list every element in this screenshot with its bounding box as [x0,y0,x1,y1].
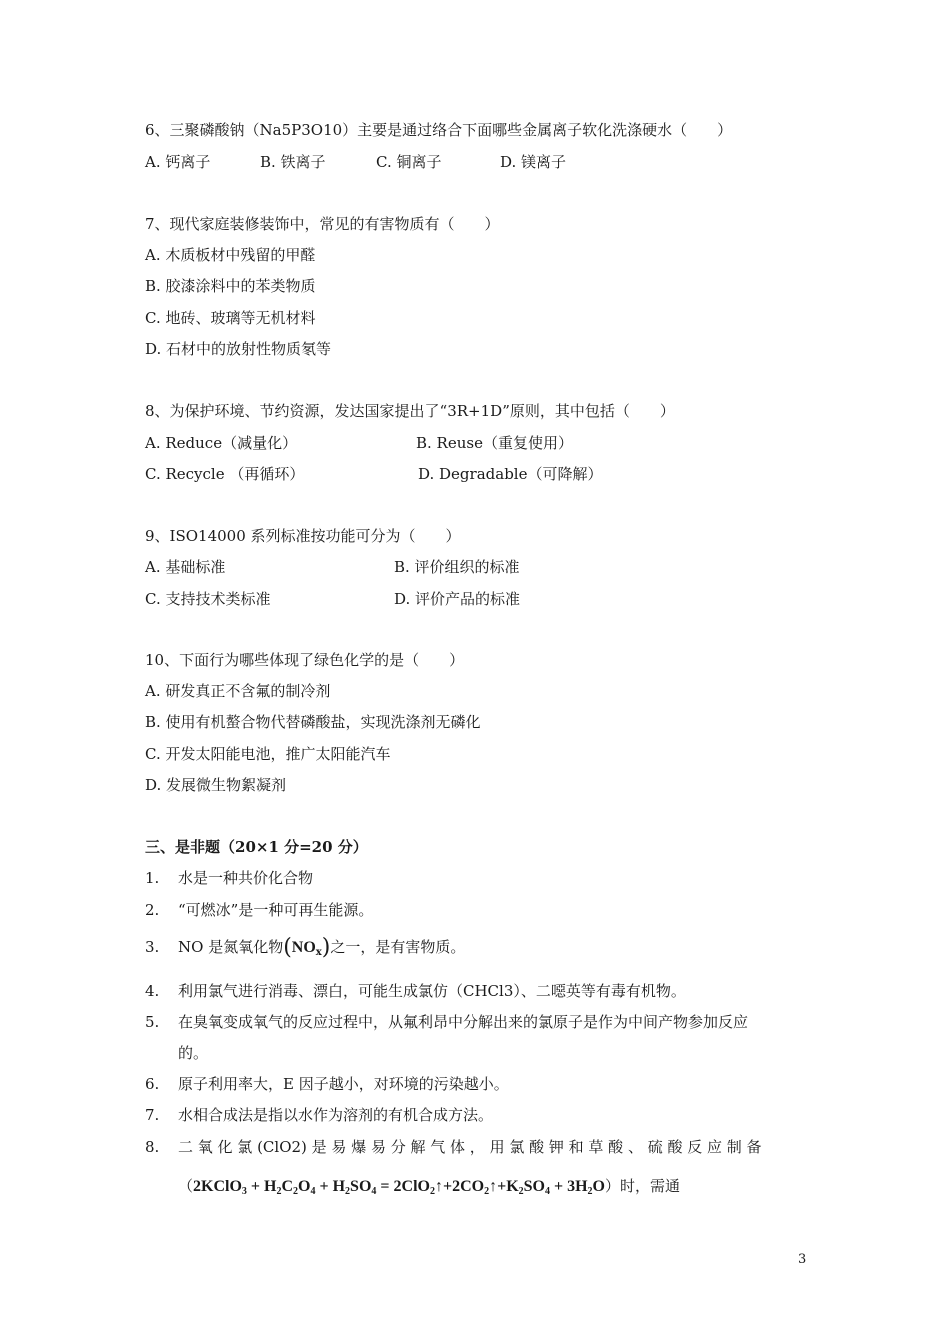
q7-stem: 7、现代家庭装修装饰中，常见的有害物质有（ ） [145,215,500,233]
nox-formula: NO [291,939,316,956]
tf-item-number: 2. [145,901,160,919]
nox-subscript: x [315,947,322,958]
tf-item-text: 水相合成法是指以水作为溶剂的有机合成方法。 [178,1106,494,1124]
tf-item-text: NO 是氮氧化物 [178,938,284,956]
q7-option-b: B. 胶漆涂料中的苯类物质 [145,277,316,295]
formula-open-paren: ( [283,935,292,960]
tf-item-text-after: 之一，是有害物质。 [330,938,466,956]
tf-item-4 [145,981,686,1001]
tf-item-number: 6. [145,1075,160,1093]
q8-stem: 8、为保护环境、节约资源，发达国家提出了“3R+1D”原则，其中包括（ ） [145,402,675,420]
q6-option-c: C. 铜离子 [376,153,442,171]
tf-item-6 [145,1074,509,1094]
tf-item-5 [145,1012,748,1032]
page-number: 3 [798,1252,807,1267]
q8-option-a: A. Reduce（减量化） [145,434,298,452]
q9-option-d: D. 评价产品的标准 [394,590,521,608]
q10-option-c: C. 开发太阳能电池，推广太阳能汽车 [145,745,391,763]
section-title: 三、是非题（20×1 分=20 分） [145,838,368,856]
q7-option-c: C. 地砖、玻璃等无机材料 [145,309,316,327]
tf-item-number: 4. [145,982,160,1000]
q7-option-d: D. 石材中的放射性物质氡等 [145,340,332,358]
q8-option-d: D. Degradable（可降解） [418,465,603,483]
tf-item-number: 5. [145,1013,160,1031]
formula-close-paren: ) [321,935,331,960]
q9-stem: 9、ISO14000 系列标准按功能可分为（ ） [145,527,461,545]
tf-item-text: 在臭氧变成氧气的反应过程中，从氟利昂中分解出来的氯原子是作为中间产物参加反应 [178,1013,749,1031]
tf-item-text: 水是一种共价化合物 [178,869,314,887]
tf-item-number: 7. [145,1106,160,1124]
q9-option-a: A. 基础标准 [145,558,226,576]
q9-option-b: B. 评价组织的标准 [394,558,520,576]
tf-item-3 [145,937,465,963]
tf-item-8 [145,1137,762,1157]
tf-item-text: 利用氯气进行消毒、漂白，可能生成氯仿（CHCl3）、二噁英等有毒有机物。 [178,982,686,1000]
q6-option-d: D. 镁离子 [500,153,567,171]
tf-item-number: 3. [145,938,160,956]
tf-item-text: “可燃冰”是一种可再生能源。 [178,901,374,919]
tf-item-number: 8. [145,1138,160,1156]
tf-item-7 [145,1105,493,1125]
q6-option-a: A. 钙离子 [145,153,211,171]
q10-option-d: D. 发展微生物絮凝剂 [145,776,287,794]
tf-item-2 [145,900,373,920]
q6-stem: 6、三聚磷酸钠（Na5P3O10）主要是通过络合下面哪些金属离子软化洗涤硬水（ ） [145,121,733,139]
tf-item-text: 原子利用率大，E 因子越小，对环境的污染越小。 [178,1075,509,1093]
q10-option-b: B. 使用有机螯合物代替磷酸盐，实现洗涤剂无磷化 [145,713,481,731]
q10-stem: 10、下面行为哪些体现了绿色化学的是（ ） [145,651,465,669]
q6-option-b: B. 铁离子 [260,153,326,171]
tf-item-text: 二 氧 化 氯 (ClO2) 是 易 爆 易 分 解 气 体 ， 用 氯 酸 钾 和 草 酸 、 硫 酸 反 应 制 备 [178,1138,762,1156]
q10-option-a: A. 研发真正不含氟的制冷剂 [145,682,331,700]
tf-item-number: 1. [145,869,160,887]
tf-item-8-equation-line [178,1176,680,1202]
q8-option-b: B. Reuse（重复使用） [416,434,573,452]
tf-item-5-continued: 的。 [178,1044,209,1062]
equation-open-paren: （ [178,1177,194,1195]
q9-option-c: C. 支持技术类标准 [145,590,271,608]
tf-item-1 [145,868,313,888]
q7-option-a: A. 木质板材中残留的甲醛 [145,246,316,264]
chemical-equation: 2KClO$_3$ + $H_2C_2O_4 + H_2SO_4$ = $2ClO_2↑+2CO_2↑+K_2SO_4 + 3H_2O$ [193,1178,605,1197]
equation-tail-text: ）时，需通 [605,1177,681,1195]
q8-option-c: C. Recycle （再循环） [145,465,305,483]
